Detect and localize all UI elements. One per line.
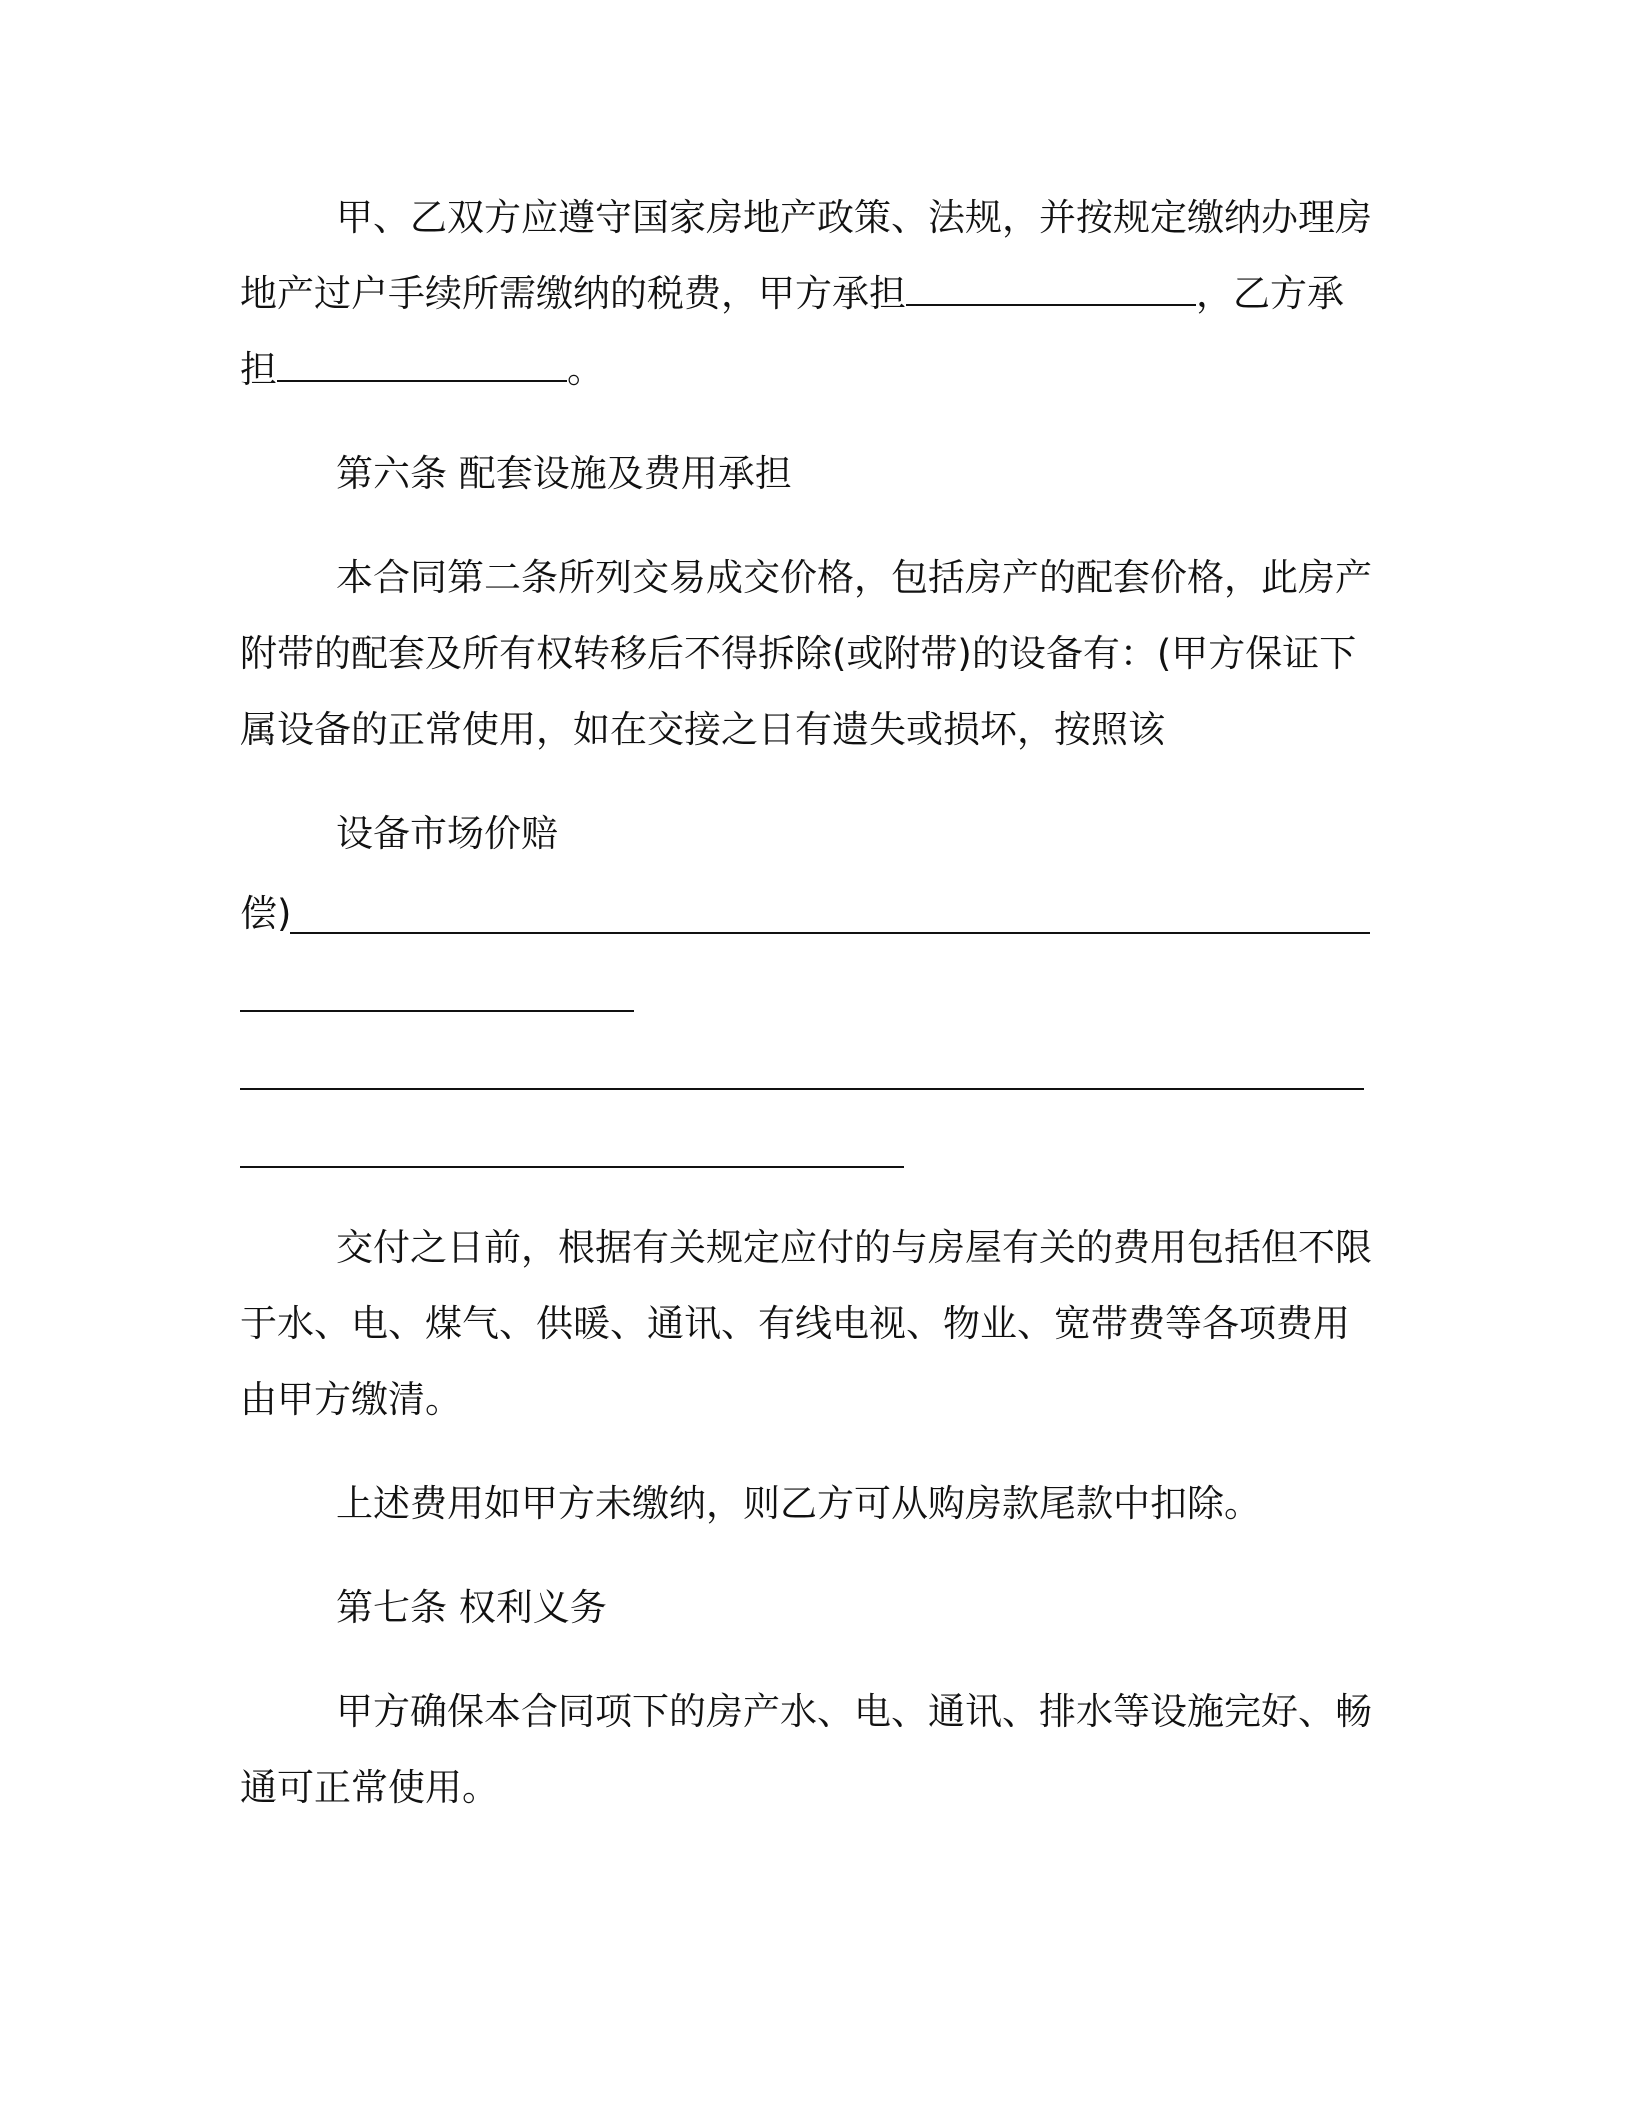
heading-text: 第七条 权利义务 [336, 1586, 607, 1629]
paragraph-tax-line-2 [240, 270, 1344, 318]
text-span: 甲、乙双方应遵守国家房地产政策、法规，并按规定缴纳办理房 [336, 196, 1372, 239]
text-span: 上述费用如甲方未缴纳，则乙方可从购房款尾款中扣除。 [336, 1482, 1261, 1525]
paragraph-fees-line-1 [336, 1224, 1372, 1272]
paragraph-compensation-line-2 [240, 890, 291, 938]
text-span: 地产过户手续所需缴纳的税费，甲方承担 [240, 272, 906, 315]
party-a-tax-blank[interactable] [906, 274, 1196, 306]
text-span: 交付之日前，根据有关规定应付的与房屋有关的费用包括但不限 [336, 1226, 1372, 1269]
text-span: 设备市场价赔 [336, 812, 558, 855]
text-span: ，乙方承 [1196, 272, 1344, 315]
paragraph-tax-line-3 [240, 346, 604, 394]
paragraph-facilities-line-2 [240, 630, 1356, 678]
paragraph-tax-line-1 [336, 194, 1372, 242]
text-span: 偿) [240, 892, 292, 935]
equipment-list-blank-2[interactable] [240, 1010, 634, 1012]
party-b-tax-blank[interactable] [277, 350, 567, 382]
text-span: 由甲方缴清。 [240, 1378, 462, 1421]
paragraph-rights-line-2 [240, 1764, 499, 1812]
paragraph-fees-line-3 [240, 1376, 462, 1424]
paragraph-facilities-line-3 [240, 706, 1165, 754]
equipment-list-blank-1[interactable] [290, 932, 1370, 934]
text-span: 于水、电、煤气、供暖、通讯、有线电视、物业、宽带费等各项费用 [240, 1302, 1350, 1345]
equipment-list-blank-4[interactable] [240, 1166, 904, 1168]
article-7-heading [336, 1584, 607, 1632]
article-6-heading [336, 450, 792, 498]
heading-text: 第六条 配套设施及费用承担 [336, 452, 792, 495]
text-span: 甲方确保本合同项下的房产水、电、通讯、排水等设施完好、畅 [336, 1690, 1372, 1733]
text-span: 属设备的正常使用，如在交接之日有遗失或损坏，按照该 [240, 708, 1165, 751]
paragraph-compensation-line-1 [336, 810, 558, 858]
paragraph-deduction [336, 1480, 1261, 1528]
text-span: 附带的配套及所有权转移后不得拆除(或附带)的设备有：(甲方保证下 [240, 632, 1357, 675]
paragraph-fees-line-2 [240, 1300, 1350, 1348]
text-span: 通可正常使用。 [240, 1766, 499, 1809]
paragraph-facilities-line-1 [336, 554, 1372, 602]
paragraph-rights-line-1 [336, 1688, 1372, 1736]
text-span: 。 [567, 348, 604, 391]
equipment-list-blank-3[interactable] [240, 1088, 1364, 1090]
text-span: 本合同第二条所列交易成交价格，包括房产的配套价格，此房产 [336, 556, 1372, 599]
text-span: 担 [240, 348, 277, 391]
